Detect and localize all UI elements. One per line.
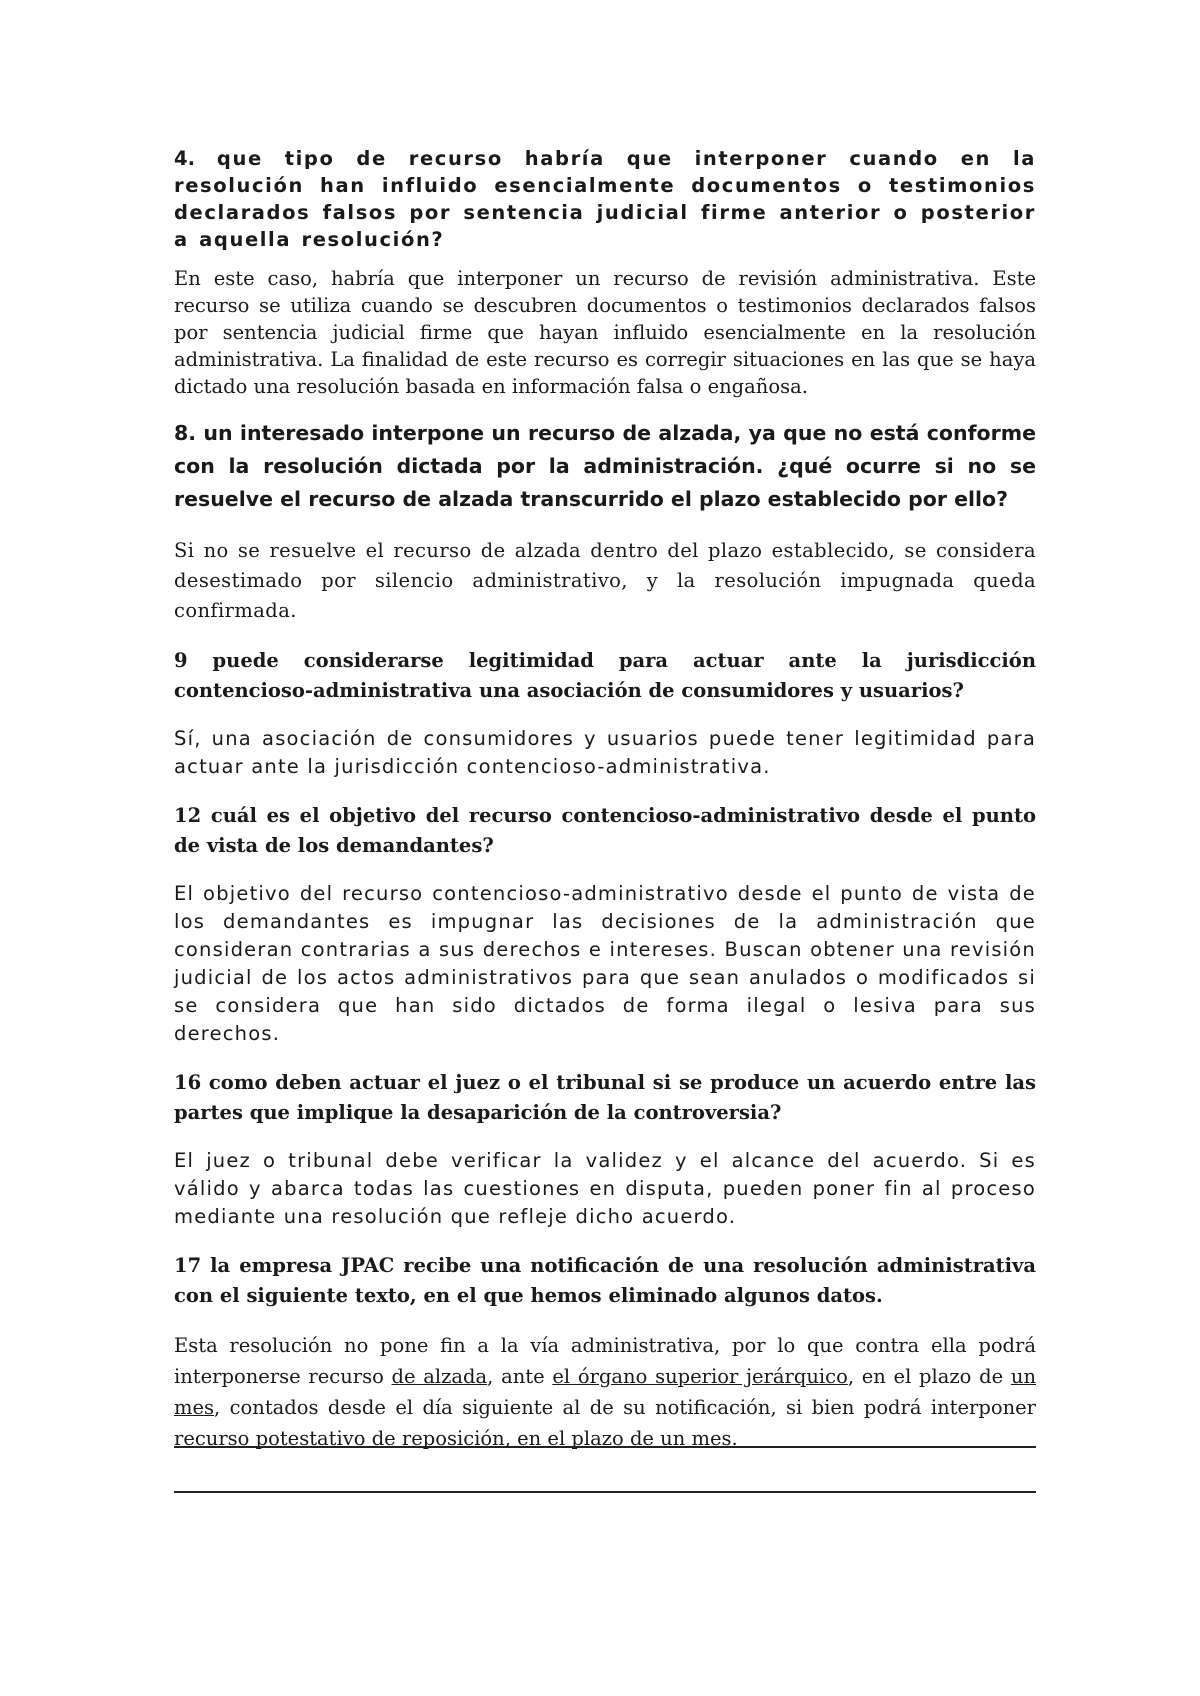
document-body	[174, 145, 1036, 1474]
answer-4: En este caso, habría que interponer un recurso de revisión administrativa. Este recurso se utiliza cuando se descubren documentos o testimonios declarados falsos por sentencia judicial firme que hayan influido esencialmente en la resolución administrativa. La finalidad de este recurso es corregir situaciones en las que se haya dictado una resolución basada en información falsa o engañosa.	[174, 267, 1036, 398]
answer-17-text-4: , contados desde el día siguiente al de su notificación, si bien podrá interponer	[214, 1396, 1036, 1419]
question-4-number: 4.	[174, 147, 195, 170]
answer-17-text-3: , en el plazo de	[847, 1365, 1011, 1388]
question-17: 17 la empresa JPAC recibe una notificación de una resolución administrativa con el siguiente texto, en el que hemos eliminado algunos datos.	[174, 1253, 1036, 1307]
blank-de-alzada: de alzada	[391, 1365, 488, 1388]
question-8: 8. un interesado interpone un recurso de alzada, ya que no está conforme con la resolución dictada por la administración. ¿qué ocurre si no se resuelve el recurso de alzada transcurrido el plazo establecido por ello?	[174, 420, 1036, 511]
question-4	[174, 145, 1036, 253]
divider-line-1	[174, 1446, 1036, 1448]
question-9: 9 puede considerarse legitimidad para actuar ante la jurisdicción contencioso-administrativa una asociación de consumidores y usuarios?	[174, 648, 1036, 702]
answer-9: Sí, una asociación de consumidores y usuarios puede tener legitimidad para actuar ante la jurisdicción contencioso-administrativa.	[174, 727, 1036, 778]
blank-un-mes-2: un mes.	[660, 1427, 738, 1450]
answer-17-text-1: Esta resolución no pone fin a la vía administrativa, por lo que contra ella podrá interponerse recurso	[174, 1334, 1036, 1388]
blank-recurso-reposicion: recurso potestativo de reposición,	[174, 1427, 511, 1450]
question-12: 12 cuál es el objetivo del recurso contencioso-administrativo desde el punto de vista de los demandantes?	[174, 803, 1036, 857]
question-16: 16 como deben actuar el juez o el tribunal si se produce un acuerdo entre las partes que implique la desaparición de la controversia?	[174, 1070, 1036, 1124]
answer-16: El juez o tribunal debe verificar la validez y el alcance del acuerdo. Si es válido y abarca todas las cuestiones en disputa, pueden poner fin al proceso mediante una resolución que refleje dicho acuerdo.	[174, 1149, 1036, 1228]
question-4-text: que tipo de recurso habría que interponer cuando en la resolución han influido esencialmente documentos o testimonios declarados falsos por sentencia judicial firme anterior o posterior a aquella resolución?	[174, 147, 1036, 251]
answer-17-text-2: , ante	[487, 1365, 553, 1388]
answer-17-text-5: en el plazo de	[510, 1427, 661, 1450]
blank-organo-superior: el órgano superior jerárquico	[552, 1365, 848, 1388]
blank-un-mes-1: un mes	[174, 1365, 1037, 1419]
answer-17	[174, 1330, 1036, 1454]
answer-8: Si no se resuelve el recurso de alzada dentro del plazo establecido, se considera desestimado por silencio administrativo, y la resolución impugnada queda confirmada.	[174, 539, 1036, 622]
answer-12: El objetivo del recurso contencioso-administrativo desde el punto de vista de los demandantes es impugnar las decisiones de la administración que consideran contrarias a sus derechos e intereses. Buscan obtener una revisión judicial de los actos administrativos para que sean anulados o modificados si se considera que han sido dictados de forma ilegal o lesiva para sus derechos.	[174, 882, 1036, 1045]
divider-line-2	[174, 1491, 1036, 1493]
